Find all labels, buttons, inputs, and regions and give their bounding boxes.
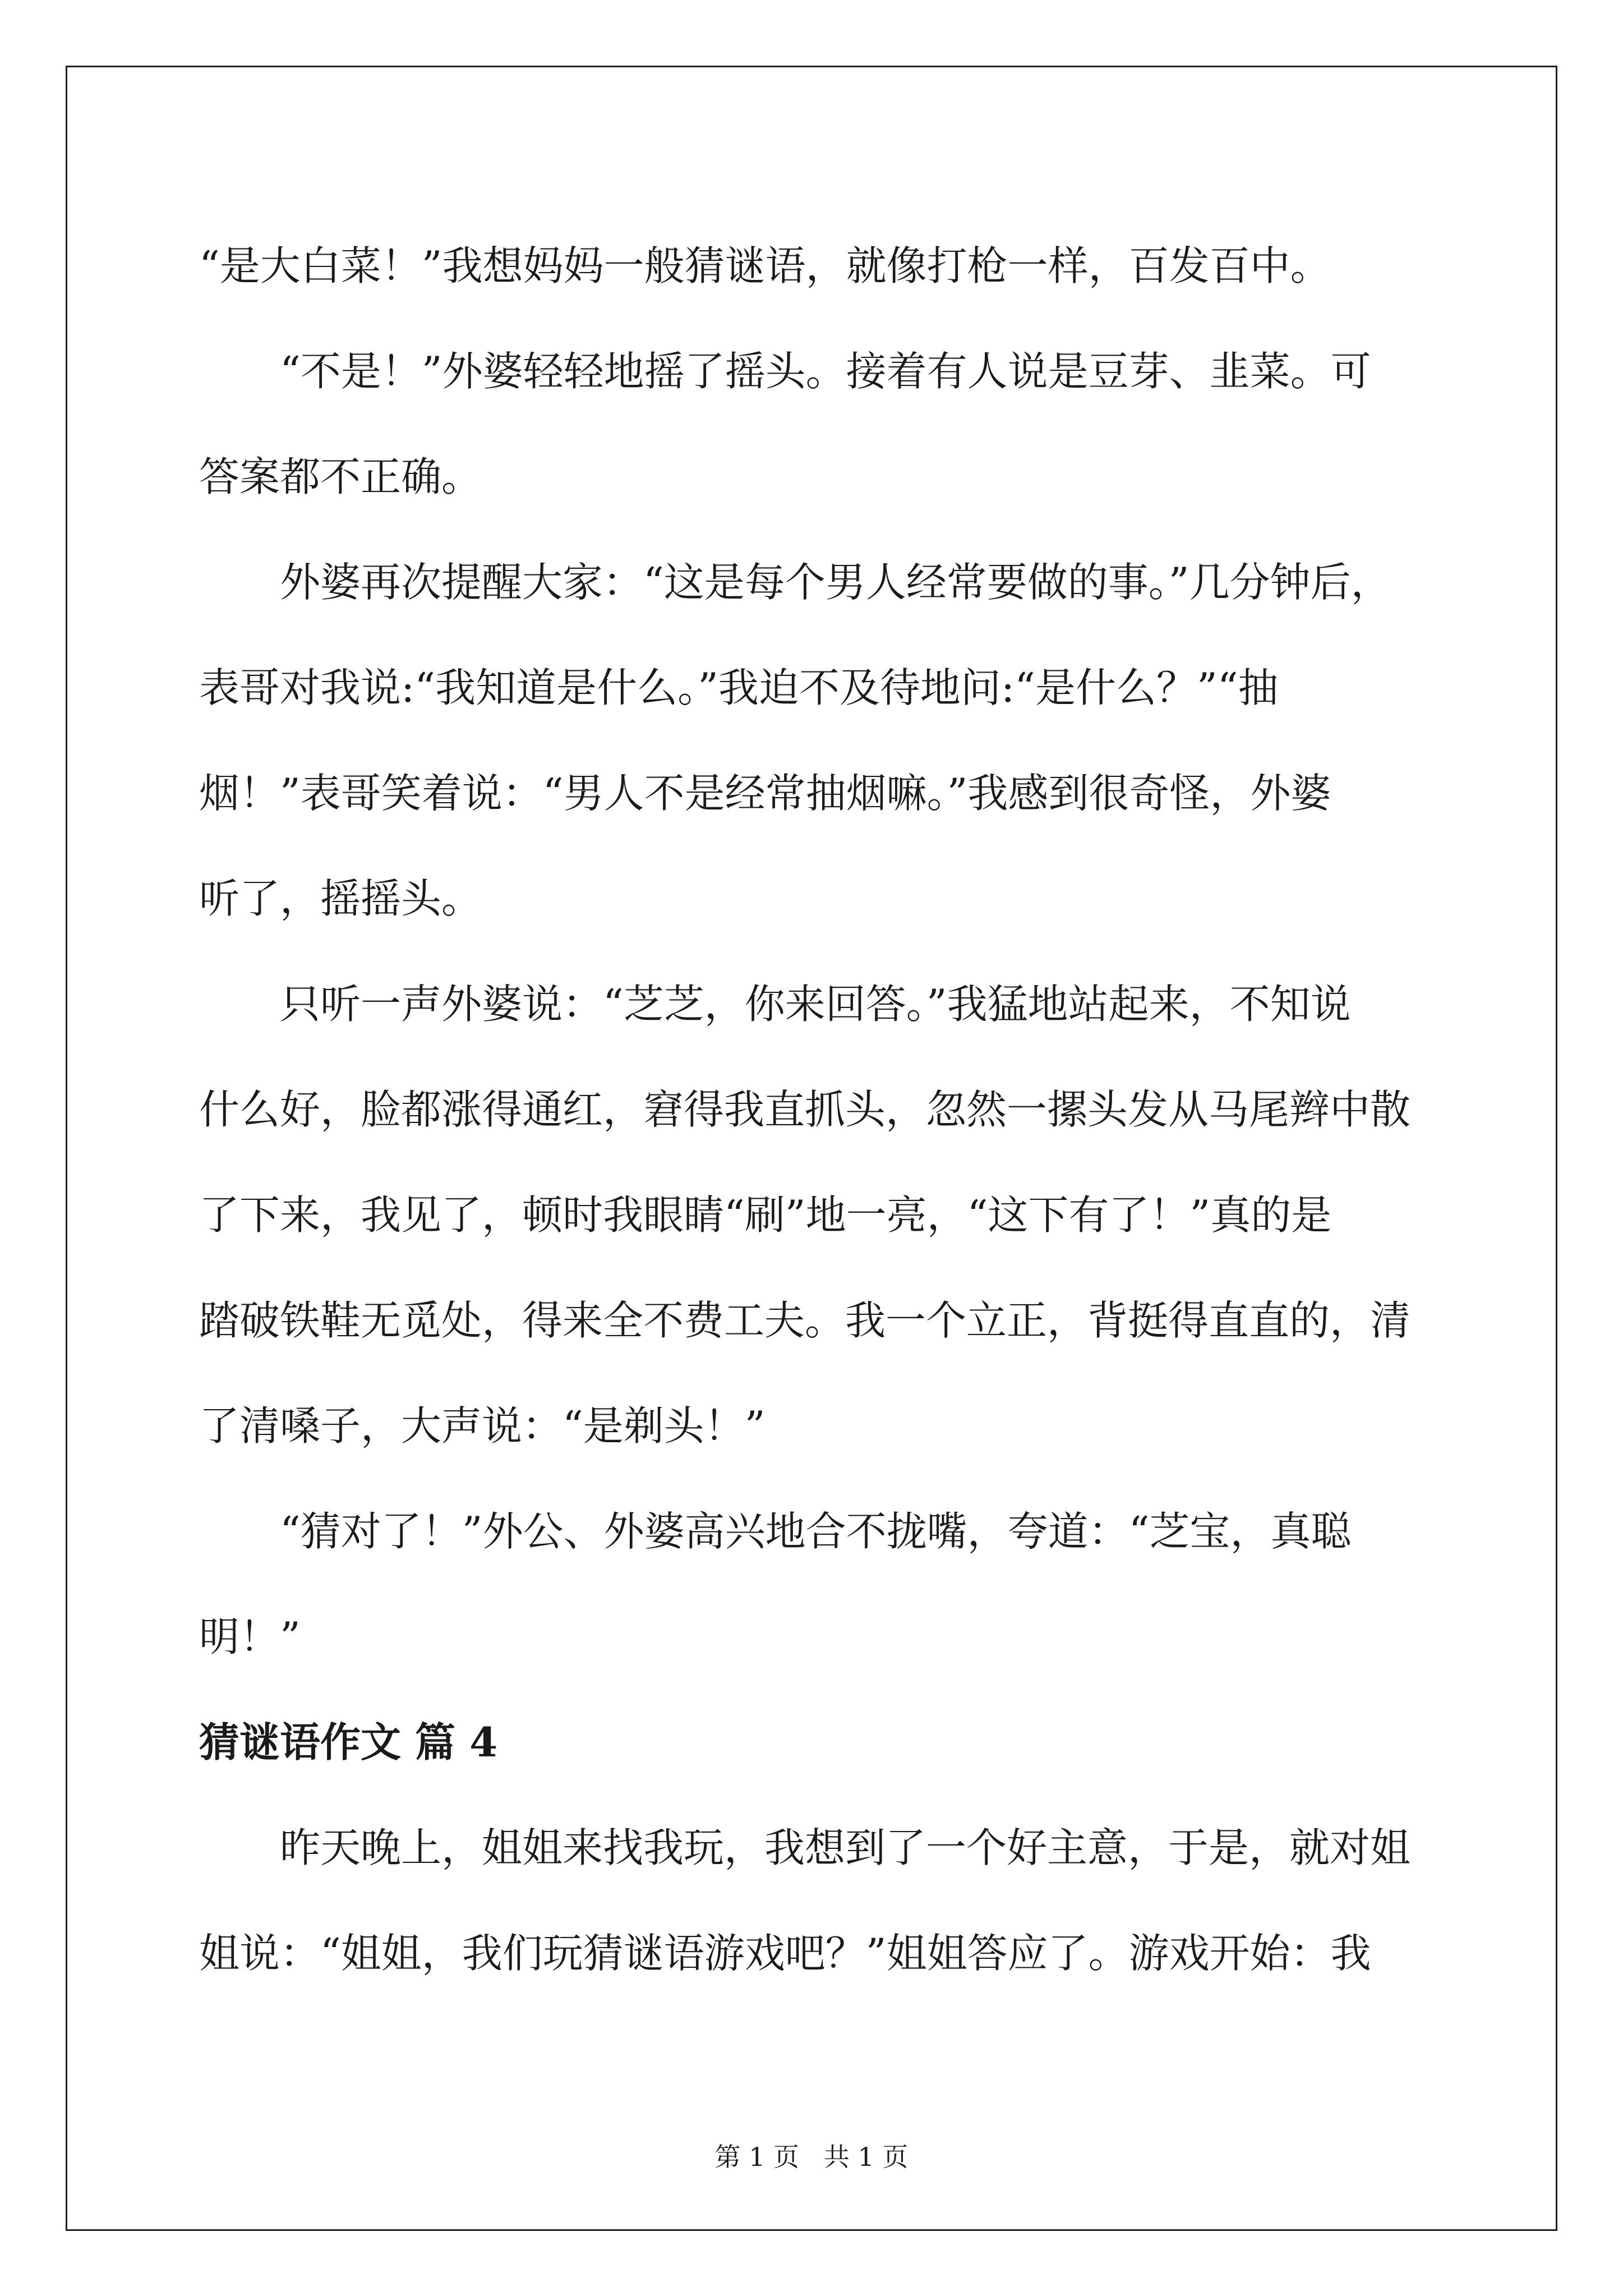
text-line: 外婆再次提醒大家：“这是每个男人经常要做的事。”几分钟后，	[280, 559, 1391, 606]
paragraph-4	[199, 951, 1427, 1479]
page-number-label: 第 1 页 共 1 页	[714, 2142, 909, 2172]
text-line: 听了，摇摇头。	[199, 875, 482, 922]
paragraph-1	[199, 213, 1427, 319]
text-line: 了清嗓子，大声说：“是剃头！”	[199, 1402, 766, 1450]
text-line: 表哥对我说:“我知道是什么。”我迫不及待地问:“是什么？”“抽	[199, 664, 1279, 711]
paragraph-5	[199, 1479, 1427, 1690]
text-line: “不是！”外婆轻轻地摇了摇头。接着有人说是豆芽、韭菜。可	[280, 348, 1371, 395]
text-line: “是大白菜！”我想妈妈一般猜谜语，就像打枪一样，百发百中。	[199, 242, 1331, 289]
text-line: 明！”	[199, 1613, 301, 1660]
section-heading: 猜谜语作文 篇 4	[199, 1718, 498, 1766]
text-line: 答案都不正确。	[199, 453, 482, 500]
text-line: 姐说：“姐姐，我们玩猜谜语游戏吧？”姐姐答应了。游戏开始：我	[199, 1930, 1371, 1977]
text-line: 踏破铁鞋无觅处，得来全不费工夫。我一个立正，背挺得直直的，清	[199, 1297, 1411, 1344]
page-footer	[0, 2140, 1623, 2174]
text-line: 烟！”表哥笑着说：“男人不是经常抽烟嘛。”我感到很奇怪，外婆	[199, 770, 1331, 817]
paragraph-3	[199, 530, 1427, 951]
document-body	[199, 213, 1427, 2006]
paragraph-2	[199, 319, 1427, 530]
text-line: 昨天晚上，姐姐来找我玩，我想到了一个好主意，于是，就对姐	[280, 1824, 1411, 1871]
text-line: 只听一声外婆说：“芝芝，你来回答。”我猛地站起来，不知说	[280, 981, 1351, 1028]
text-line: 了下来，我见了，顿时我眼睛“刷”地一亮，“这下有了！”真的是	[199, 1191, 1332, 1239]
text-line: 什么好，脸都涨得通红，窘得我直抓头，忽然一摞头发从马尾辫中散	[199, 1086, 1411, 1133]
paragraph-6	[199, 1795, 1427, 2006]
text-line: “猜对了！”外公、外婆高兴地合不拢嘴，夸道：“芝宝，真聪	[280, 1508, 1352, 1555]
